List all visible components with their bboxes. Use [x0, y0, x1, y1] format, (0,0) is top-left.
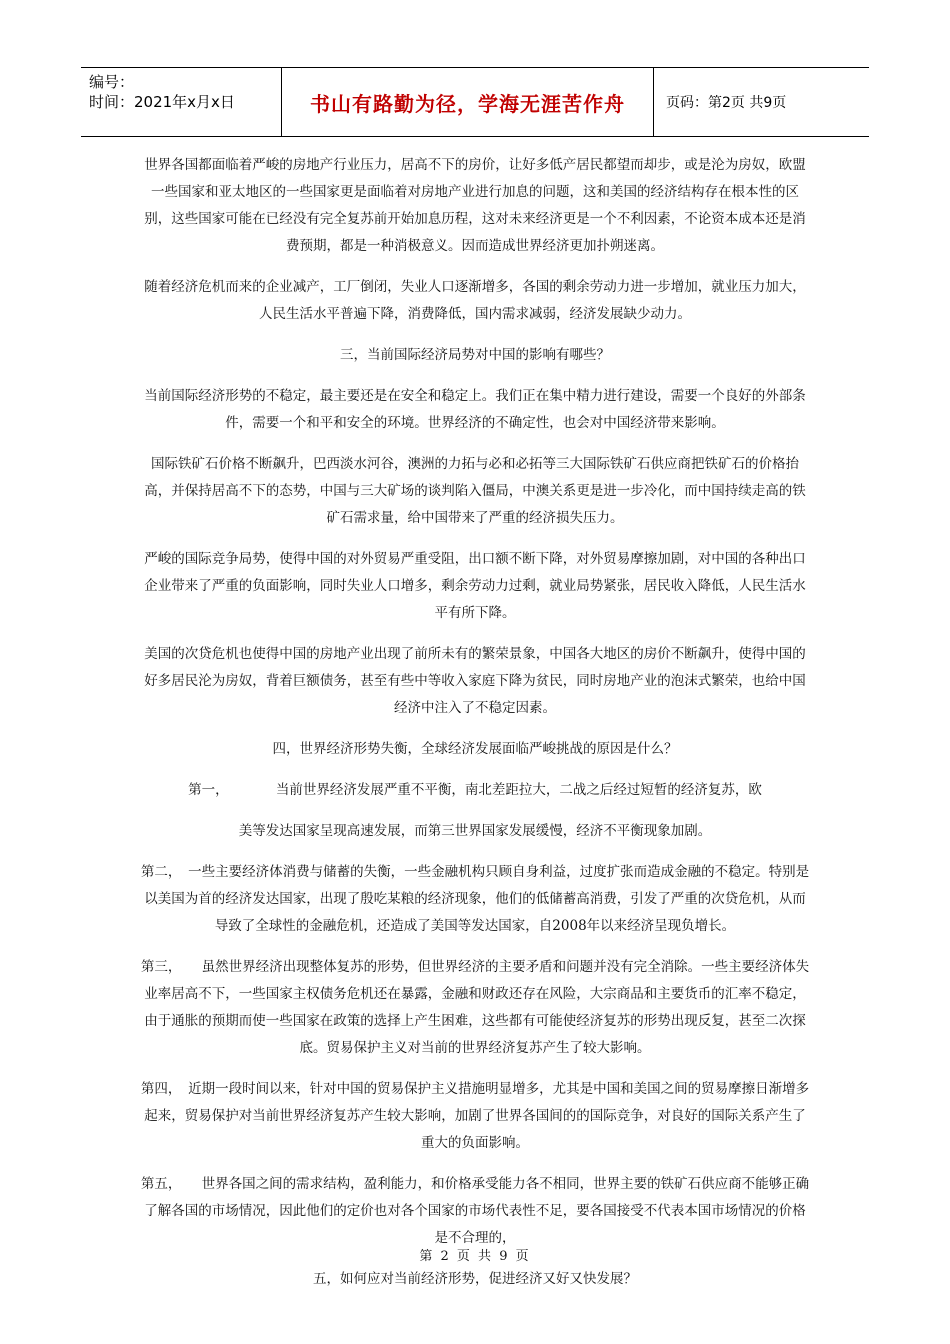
doc-number-label: 编号： [89, 73, 135, 91]
paragraph: 第二， 一些主要经济体消费与储蓄的失衡，一些金融机构只顾自身利益，过度扩张而造成金融的不稳定。特别是以美国为首的经济发达国家，出现了殷吃某粮的经济现象，他们的低储蓄高消费，引发了严重的次贷危机，从而导致了全球性的金融危机，还造成了美国等发达国家，自2008年以来经济呈现负增长。 [140, 864, 810, 934]
paragraph: 美国的次贷危机也使得中国的房地产业出现了前所未有的繁荣景象，中国各大地区的房价不断飙升，使得中国的好多居民沦为房奴，背着巨额债务，甚至有些中等收入家庭下降为贫民，同时房地产业的泡沫式繁荣，也给中国经济中注入了不稳定因素。 [144, 646, 806, 716]
header-motto: 书山有路勤为径，学海无涯苦作舟 [282, 68, 654, 136]
paragraph: 国际铁矿石价格不断飙升，巴西淡水河谷，澳洲的力拓与必和必拓等三大国际铁矿石供应商把铁矿石的价格抬高，并保持居高不下的态势，中国与三大矿场的谈判陷入僵局，中澳关系更是进一步冷化，而中国持续走高的铁矿石需求量，给中国带来了严重的经济损失压力。 [144, 456, 806, 526]
paragraph: 美等发达国家呈现高速发展，而第三世界国家发展缓慢，经济不平衡现象加剧。 [238, 823, 712, 839]
section-heading: 三，当前国际经济局势对中国的影响有哪些？ [340, 347, 610, 363]
section-heading: 四，世界经济形势失衡，全球经济发展面临严峻挑战的原因是什么？ [272, 741, 678, 757]
page-footer: 第 2 页 共 9 页 [419, 1249, 531, 1264]
paragraph: 当前国际经济形势的不稳定，最主要还是在安全和稳定上。我们正在集中精力进行建设，需要一个良好的外部条件，需要一个和平和安全的环境。世界经济的不确定性，也会对中国经济带来影响。 [144, 388, 806, 431]
section-heading: 五，如何应对当前经济形势，促进经济又好又快发展？ [313, 1271, 637, 1287]
paragraph: 第一， 当前世界经济发展严重不平衡，南北差距拉大，二战之后经过短暂的经济复苏，欧 [188, 782, 762, 798]
document-body [140, 152, 810, 1307]
paragraph: 严峻的国际竞争局势，使得中国的对外贸易严重受阻，出口额不断下降，对外贸易摩擦加剧，对中国的各种出口企业带来了严重的负面影响，同时失业人口增多，剩余劳动力过剩，就业局势紧张，居民收入降低，人民生活水平有所下降。 [144, 551, 806, 621]
paragraph: 随着经济危机而来的企业减产，工厂倒闭，失业人口逐渐增多，各国的剩余劳动力进一步增加，就业压力加大，人民生活水平普遍下降，消费降低，国内需求减弱，经济发展缺少动力。 [144, 279, 806, 322]
paragraph: 第五， 世界各国之间的需求结构，盈利能力，和价格承受能力各不相同，世界主要的铁矿石供应商不能够正确了解各国的市场情况，因此他们的定价也对各个国家的市场代表性不足，要各国接受不代表本国市场情况的价格是不合理的， [140, 1176, 810, 1246]
paragraph: 世界各国都面临着严峻的房地产行业压力，居高不下的房价，让好多低产居民都望而却步，或是沦为房奴，欧盟一些国家和亚太地区的一些国家更是面临着对房地产业进行加息的问题，这和美国的经济结构存在根本性的区别，这些国家可能在已经没有完全复苏前开始加息历程，这对未来经济更是一个不利因素，不论资本成本还是消费预期，都是一种消极意义。因而造成世界经济更加扑朔迷离。 [144, 157, 806, 254]
header-page-info: 页码：第2页 共9页 [666, 95, 787, 111]
page-header [81, 67, 869, 137]
header-meta [81, 68, 282, 136]
paragraph: 第三， 虽然世界经济出现整体复苏的形势，但世界经济的主要矛盾和问题并没有完全消除。一些主要经济体失业率居高不下，一些国家主权债务危机还在暴露，金融和财政还存在风险，大宗商品和主要货币的汇率不稳定，由于通胀的预期而使一些国家在政策的选择上产生困难，这些都有可能使经济复苏的形势出现反复，甚至二次探底。贸易保护主义对当前的世界经济复苏产生了较大影响。 [140, 959, 810, 1056]
doc-time-label: 时间：2021年x月x日 [89, 93, 235, 111]
paragraph: 第四， 近期一段时间以来，针对中国的贸易保护主义措施明显增多，尤其是中国和美国之间的贸易摩擦日渐增多起来，贸易保护对当前世界经济复苏产生较大影响，加剧了世界各国间的的国际竞争，对良好的国际关系产生了重大的负面影响。 [140, 1081, 810, 1151]
